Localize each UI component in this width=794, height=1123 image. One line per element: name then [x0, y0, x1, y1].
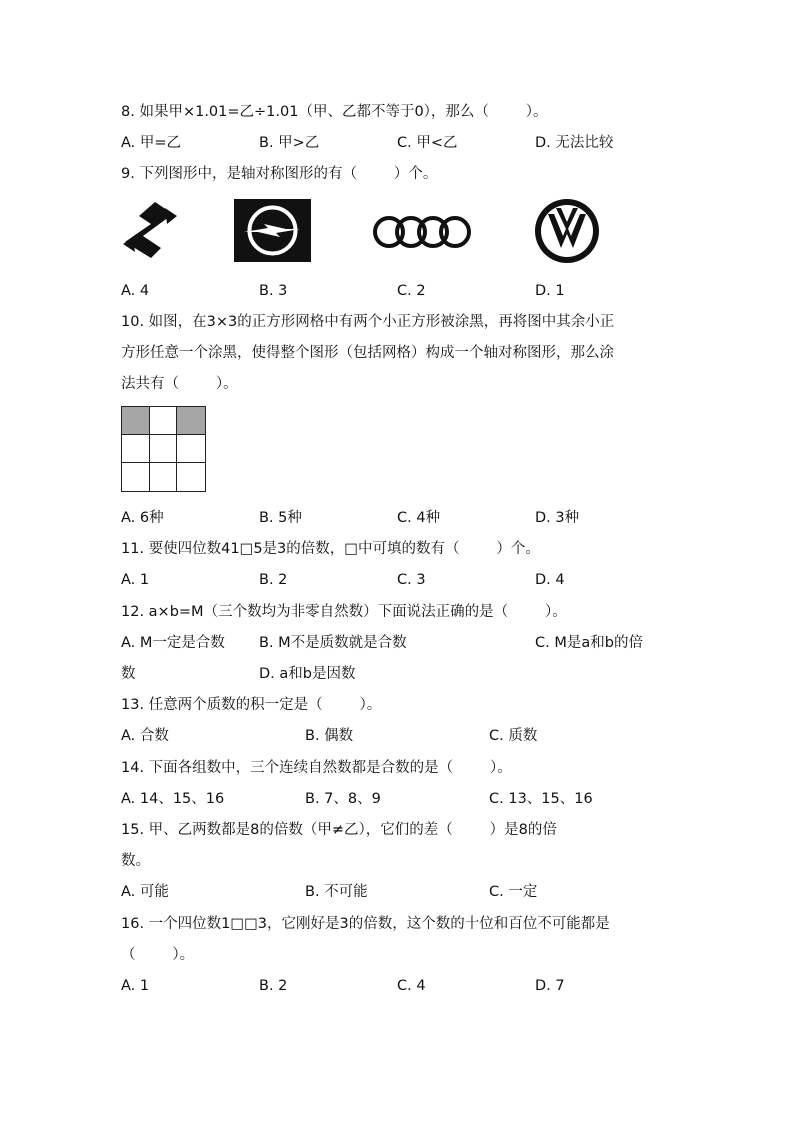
question-12-stem: 12. a×b=M（三个数均为非零自然数）下面说法正确的是（ ）。 [121, 604, 567, 620]
question-8-stem: 8. 如果甲×1.01=乙÷1.01（甲、乙都不等于0），那么（ ）。 [121, 104, 548, 120]
question-10-stem-line-1: 10. 如图，在3×3的正方形网格中有两个小正方形被涂黑，再将图中其余小正 [121, 314, 615, 330]
audi-logo [372, 214, 472, 250]
grid-cell [122, 407, 150, 435]
question-14-stem: 14. 下面各组数中，三个连续自然数都是合数的是（ ）。 [121, 760, 512, 776]
square-grid-3x3 [121, 406, 206, 492]
q16-option-c: C. 4 [397, 978, 426, 994]
q14-option-a: A. 14、15、16 [121, 791, 225, 807]
q11-option-d: D. 4 [535, 572, 565, 588]
q9-option-a: A. 4 [121, 283, 150, 299]
grid-cell [150, 435, 178, 463]
q10-option-c: C. 4种 [397, 510, 441, 526]
q8-option-c: C. 甲<乙 [397, 135, 458, 151]
q15-option-b: B. 不可能 [305, 884, 368, 900]
q12-option-d: D. a和b是因数 [259, 666, 356, 682]
q10-option-b: B. 5种 [259, 510, 302, 526]
question-10-stem-line-2: 方形任意一个涂黑，使得整个图形（包括网格）构成一个轴对称图形，那么涂 [121, 345, 614, 361]
volkswagen-logo [534, 198, 600, 264]
q14-option-b: B. 7、8、9 [305, 791, 381, 807]
q11-option-a: A. 1 [121, 572, 150, 588]
q9-option-d: D. 1 [535, 283, 565, 299]
q12-option-a: A. M一定是合数 [121, 635, 225, 651]
grid-cell [177, 407, 205, 435]
q14-option-c: C. 13、15、16 [489, 791, 593, 807]
q8-option-d: D. 无法比较 [535, 135, 614, 151]
question-15-stem-line-2: 数。 [121, 853, 150, 869]
q13-option-c: C. 质数 [489, 728, 538, 744]
q10-option-d: D. 3种 [535, 510, 580, 526]
grid-cell [177, 435, 205, 463]
grid-cell [150, 407, 178, 435]
question-11-stem: 11. 要使四位数41□5是3的倍数，□中可填的数有（ ）个。 [121, 541, 540, 557]
grid-cell [177, 463, 205, 491]
q9-option-c: C. 2 [397, 283, 426, 299]
q16-option-b: B. 2 [259, 978, 288, 994]
q13-option-b: B. 偶数 [305, 728, 354, 744]
suzuki-logo [121, 202, 179, 258]
q12-option-b: B. M不是质数就是合数 [259, 635, 407, 651]
question-9-stem: 9. 下列图形中，是轴对称图形的有（ ）个。 [121, 166, 438, 182]
q16-option-d: D. 7 [535, 978, 565, 994]
question-16-stem-line-1: 16. 一个四位数1□□3，它刚好是3的倍数，这个数的十位和百位不可能都是 [121, 916, 610, 932]
q8-option-a: A. 甲=乙 [121, 135, 182, 151]
question-16-stem-line-2: （ ）。 [121, 947, 195, 963]
q9-option-b: B. 3 [259, 283, 288, 299]
q13-option-a: A. 合数 [121, 728, 169, 744]
opel-logo [234, 199, 311, 262]
question-15-stem-line-1: 15. 甲、乙两数都是8的倍数（甲≠乙），它们的差（ ）是8的倍 [121, 822, 557, 838]
q11-option-b: B. 2 [259, 572, 288, 588]
q16-option-a: A. 1 [121, 978, 150, 994]
q10-option-a: A. 6种 [121, 510, 164, 526]
q12-option-c: C. M是a和b的倍 [535, 635, 643, 651]
q15-option-a: A. 可能 [121, 884, 169, 900]
question-10-stem-line-3: 法共有（ ）。 [121, 376, 238, 392]
grid-cell [122, 435, 150, 463]
q12-option-c-continued: 数 [121, 666, 136, 682]
grid-cell [122, 463, 150, 491]
q11-option-c: C. 3 [397, 572, 426, 588]
q15-option-c: C. 一定 [489, 884, 538, 900]
grid-cell [150, 463, 178, 491]
question-13-stem: 13. 任意两个质数的积一定是（ ）。 [121, 697, 382, 713]
q8-option-b: B. 甲>乙 [259, 135, 320, 151]
